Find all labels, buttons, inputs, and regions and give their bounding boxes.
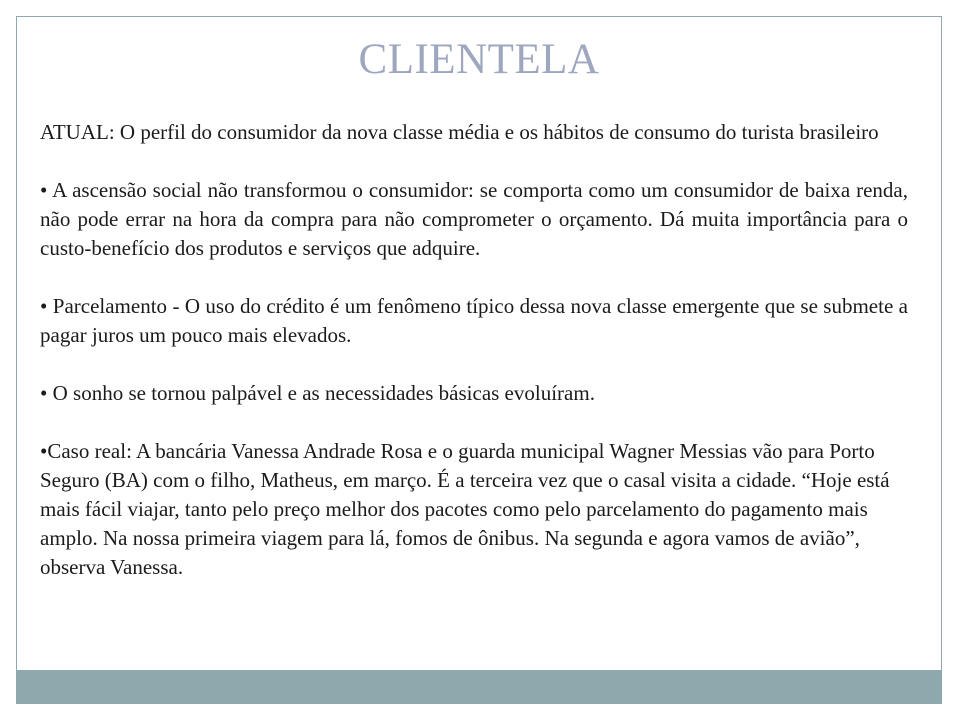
bullet-icon: •	[40, 439, 48, 463]
footer-band	[16, 670, 942, 704]
bullet-icon: •	[40, 381, 48, 405]
bullet-item-4	[40, 437, 908, 582]
slide-title: CLIENTELA	[358, 36, 600, 83]
bullet-text: Parcelamento - O uso do crédito é um fenômeno típico dessa nova classe emergente que se submete a pagar juros um pouco mais elevados.	[40, 294, 909, 347]
bullet-text: A ascensão social não transformou o consumidor: se comporta como um consumidor de baixa renda, não pode errar na hora da compra para não comprometer o orçamento. Dá muita importância para o custo-benefício dos produtos e serviços que adquire.	[40, 178, 908, 260]
bullet-text: O sonho se tornou palpável e as necessidades básicas evoluíram.	[52, 381, 595, 405]
slide-content	[40, 118, 908, 582]
bullet-text: Caso real: A bancária Vanessa Andrade Rosa e o guarda municipal Wagner Messias vão para Porto Seguro (BA) com o filho, Matheus, em março. É a terceira vez que o casal visita a cidade. “Hoje está mais fácil viajar, tanto pelo preço melhor dos pacotes como pelo parcelamento do pagamento mais amplo. Na nossa primeira viagem para lá, fomos de ônibus. Na segunda e agora vamos de avião”, observa Vanessa.	[40, 439, 890, 579]
bullet-icon: •	[40, 294, 48, 318]
bullet-item-2	[40, 292, 908, 350]
bullet-icon: •	[40, 178, 48, 202]
bullet-item-1	[40, 176, 908, 263]
intro-text: ATUAL: O perfil do consumidor da nova classe média e os hábitos de consumo do turista brasileiro	[40, 120, 879, 144]
bullet-item-3	[40, 379, 908, 408]
